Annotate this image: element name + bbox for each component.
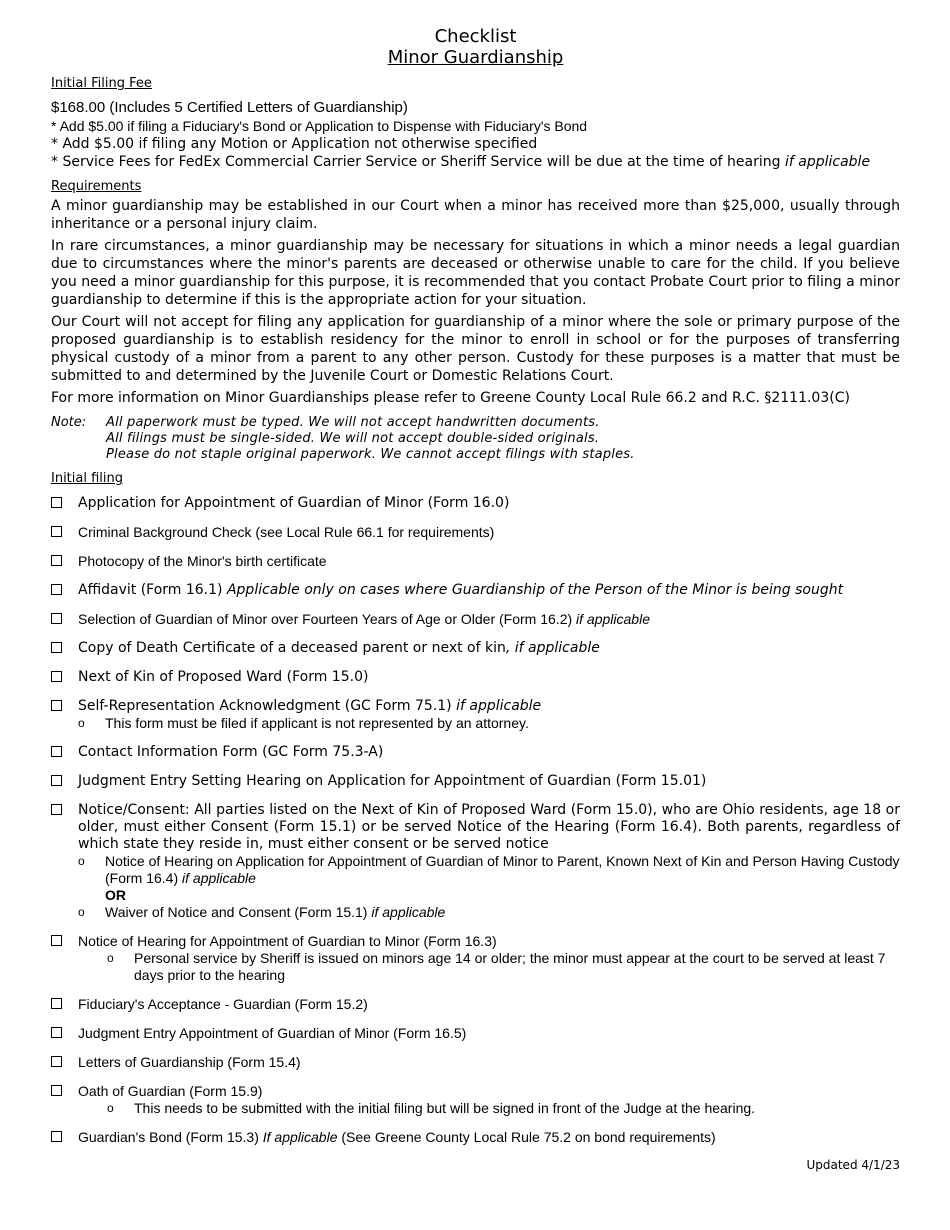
item-label: Fiduciary's Acceptance - Guardian (Form 15.2) (78, 996, 368, 1012)
checkbox-icon (51, 671, 62, 682)
checklist-item (51, 698, 900, 732)
checklist-item-text (78, 698, 900, 715)
document-page (51, 26, 900, 1146)
requirements-paragraph: For more information on Minor Guardianships please refer to Greene County Local Rule 66.2 and R.C. §2111.03(C) (51, 390, 850, 406)
item-label: Affidavit (Form 16.1) (78, 582, 227, 598)
note-line: All paperwork must be typed. We will not accept handwritten documents. (106, 415, 600, 430)
fee-service-text: * Service Fees for FedEx Commercial Carrier Service or Sheriff Service will be due at the time of hearing (51, 154, 781, 170)
sub-item-qualifier: if applicable (371, 904, 446, 920)
bullet-icon: o (107, 951, 114, 965)
checklist-item-text (78, 640, 900, 657)
checklist-item (51, 996, 900, 1013)
page-subtitle: Minor Guardianship (387, 47, 564, 68)
checkbox-icon (51, 804, 62, 815)
item-qualifier: , if applicable (505, 640, 600, 656)
checklist-item-text (78, 524, 900, 541)
bullet-icon: o (107, 1101, 114, 1115)
checklist-item (51, 1129, 900, 1146)
checklist-item-text (78, 1054, 900, 1071)
item-label: Self-Representation Acknowledgment (GC Form 75.1) (78, 698, 457, 714)
requirements-paragraph: A minor guardianship may be established in our Court when a minor has received more than $25,000, usually through inheritance or a personal injury claim. (51, 198, 900, 232)
checklist-item-text (78, 773, 900, 790)
item-qualifier: if applicable (456, 698, 542, 714)
sub-item (78, 715, 900, 732)
item-label: Copy of Death Certificate of a deceased parent or next of kin (78, 640, 506, 656)
updated-date: Updated 4/1/23 (806, 1158, 900, 1172)
checklist-item (51, 553, 900, 570)
checklist-item (51, 744, 900, 761)
checklist-item (51, 1083, 900, 1117)
sub-item (78, 950, 900, 984)
checklist-item (51, 669, 900, 686)
sub-item (78, 904, 900, 921)
item-label: Guardian's Bond (Form 15.3) (78, 1129, 263, 1145)
checkbox-icon (51, 584, 62, 595)
checklist-item (51, 1025, 900, 1042)
checkbox-icon (51, 613, 62, 624)
item-label: Next of Kin of Proposed Ward (Form 15.0) (78, 669, 369, 685)
item-qualifier: Applicable only on cases where Guardianship of the Person of the Minor is being sought (226, 582, 844, 598)
item-label: Notice of Hearing for Appointment of Guardian to Minor (Form 16.3) (78, 933, 497, 949)
note-line: Please do not staple original paperwork. We cannot accept filings with staples. (106, 447, 635, 462)
checklist-item (51, 1054, 900, 1071)
checklist-item (51, 582, 900, 599)
item-label: Judgment Entry Appointment of Guardian of Minor (Form 16.5) (78, 1025, 467, 1041)
checklist-item-text (78, 1025, 900, 1042)
fee-heading: Initial Filing Fee (51, 76, 152, 91)
checklist-item-text (78, 611, 900, 628)
checkbox-icon (51, 998, 62, 1009)
requirements-body (51, 197, 900, 407)
checklist-item-text (78, 495, 900, 512)
item-label: Application for Appointment of Guardian of Minor (Form 16.0) (78, 495, 510, 511)
checkbox-icon (51, 497, 62, 508)
checklist-item-text (78, 669, 900, 686)
checklist-item (51, 640, 900, 657)
bullet-icon: o (78, 854, 85, 868)
checklist-item (51, 773, 900, 790)
sub-item-text: This needs to be submitted with the initial filing but will be signed in front of the Judge at the hearing. (134, 1100, 756, 1116)
checkbox-icon (51, 642, 62, 653)
checklist-item (51, 524, 900, 541)
bullet-icon: o (78, 716, 85, 730)
checklist-item-text (78, 582, 900, 599)
checkbox-icon (51, 1085, 62, 1096)
checkbox-icon (51, 555, 62, 566)
initial-filing-heading: Initial filing (51, 471, 124, 486)
item-label: Notice/Consent: All parties listed on the Next of Kin of Proposed Ward (Form 15.0), who are Ohio residents, age 18 or older, must either Consent (Form 15.1) or be served Notice of the Hearing (Form 16.4). Both parents, regardless of which state they reside in, must either consent or be served notice (78, 802, 900, 852)
checklist-item-text (78, 1083, 900, 1100)
checkbox-icon (51, 526, 62, 537)
fee-bond-line: * Add $5.00 if filing a Fiduciary's Bond or Application to Dispense with Fiduciary's Bond (51, 118, 588, 134)
sub-item-qualifier: if applicable (182, 870, 256, 886)
item-note: (See Greene County Local Rule 75.2 on bond requirements) (337, 1129, 716, 1145)
fee-motion-line: * Add $5.00 if filing any Motion or Application not otherwise specified (51, 136, 538, 152)
checkbox-icon (51, 775, 62, 786)
or-separator: OR (105, 887, 126, 903)
item-label: Criminal Background Check (see Local Rule 66.1 for requirements) (78, 524, 495, 540)
requirements-paragraph: Our Court will not accept for filing any application for guardianship of a minor where the sole or primary purpose of the proposed guardianship is to establish residency for the minor to enroll in school or for the purposes of transferring physical custody of a minor from a parent to any other person. Custody for these purposes is a matter that must be submitted to and determined by the Juvenile Court or Domestic Relations Court. (51, 314, 900, 384)
requirements-paragraph: In rare circumstances, a minor guardianship may be necessary for situations in which a minor needs a legal guardian due to circumstances where the minor's parents are deceased or otherwise unable to care for the child. If you believe you need a minor guardianship for this purpose, it is recommended that you contact Probate Court prior to filing a minor guardianship to determine if this is the appropriate action for your situation. (51, 238, 900, 308)
sub-item (78, 853, 900, 904)
checklist-item-text (78, 802, 900, 853)
item-qualifier: if applicable (576, 611, 650, 627)
note-lines (106, 415, 635, 463)
item-label: Contact Information Form (GC Form 75.3-A) (78, 744, 384, 760)
checklist (51, 495, 900, 1146)
sub-item (78, 1100, 900, 1117)
checklist-item (51, 802, 900, 921)
checklist-item-text (78, 1129, 900, 1146)
checkbox-icon (51, 1056, 62, 1067)
checklist-item-text (78, 996, 900, 1013)
checkbox-icon (51, 1131, 62, 1142)
checkbox-icon (51, 700, 62, 711)
page-title: Checklist (434, 26, 517, 47)
note-label: Note: (51, 415, 87, 430)
checklist-item-text (78, 744, 900, 761)
fee-service-line (51, 153, 900, 171)
sub-item-text: Personal service by Sheriff is issued on minors age 14 or older; the minor must appear at the court to be served at least 7 days prior to the hearing (134, 950, 886, 983)
sub-item-text: This form must be filed if applicant is not represented by an attorney. (105, 715, 529, 731)
item-label: Judgment Entry Setting Hearing on Application for Appointment of Guardian (Form 15.01) (78, 773, 707, 789)
bullet-icon: o (78, 905, 85, 919)
requirements-heading: Requirements (51, 179, 142, 194)
checklist-item (51, 495, 900, 512)
checkbox-icon (51, 746, 62, 757)
note-block (51, 415, 900, 463)
note-line: All filings must be single-sided. We will not accept double-sided originals. (106, 431, 600, 446)
checklist-item-text (78, 553, 900, 570)
sub-item-text: Waiver of Notice and Consent (Form 15.1) (105, 904, 372, 920)
item-label: Selection of Guardian of Minor over Fourteen Years of Age or Older (Form 16.2) (78, 611, 577, 627)
checklist-item-text (78, 933, 900, 950)
checklist-item (51, 933, 900, 984)
item-label: Letters of Guardianship (Form 15.4) (78, 1054, 301, 1070)
item-label: Oath of Guardian (Form 15.9) (78, 1083, 263, 1099)
checklist-item (51, 611, 900, 628)
fee-service-suffix: if applicable (784, 154, 871, 170)
sub-item-text: Notice of Hearing on Application for Appointment of Guardian of Minor to Parent, Known Next of Kin and Person Having Custody (Form 16.4) (105, 853, 900, 886)
item-qualifier: If applicable (262, 1129, 338, 1145)
item-label: Photocopy of the Minor's birth certificate (78, 553, 327, 569)
checkbox-icon (51, 1027, 62, 1038)
fee-amount: $168.00 (Includes 5 Certified Letters of Guardianship) (51, 99, 408, 116)
checkbox-icon (51, 935, 62, 946)
